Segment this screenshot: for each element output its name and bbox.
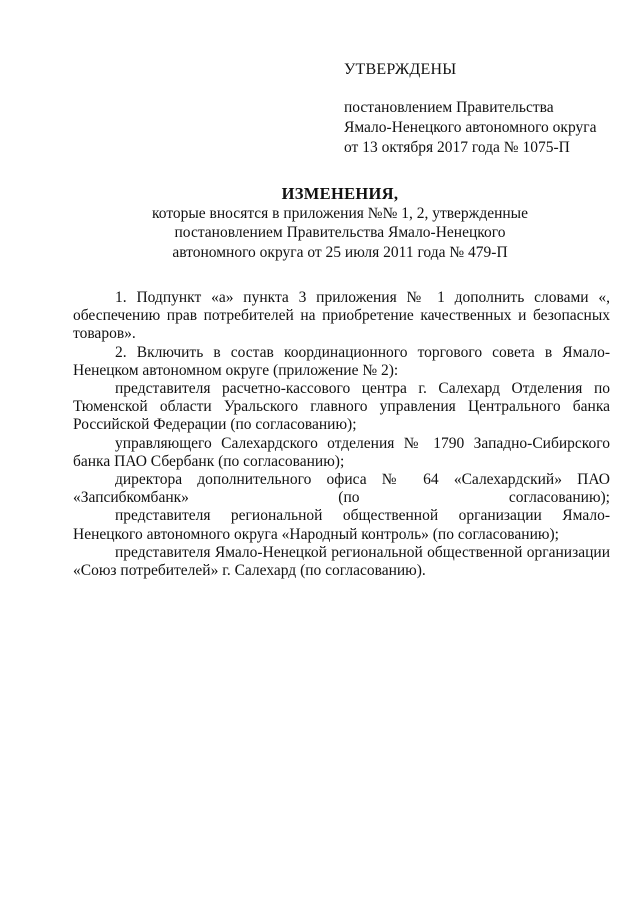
body-paragraph: 1. Подпункт «а» пункта 3 приложения № 1 дополнить словами «, обеспечению прав потребителей на приобретение качественных и безопасных товаров». — [73, 289, 610, 343]
document-title: ИЗМЕНЕНИЯ, — [281, 184, 399, 203]
approval-heading: УТВЕРЖДЕНЫ — [344, 61, 457, 78]
body-paragraph: 2. Включить в состав координационного торгового совета в Ямало-Ненецком автономном округе (приложение № 2): — [73, 343, 610, 379]
document-subtitle-line: постановлением Правительства Ямало-Ненецкого — [174, 224, 506, 241]
approval-line: от 13 октября 2017 года № 1075-П — [344, 139, 570, 156]
document-body — [73, 289, 610, 580]
body-paragraph: представителя региональной общественной организации Ямало-Ненецкого автономного округа «Народный контроль» (по согласованию); — [73, 507, 610, 543]
approval-line: Ямало-Ненецкого автономного округа — [344, 119, 597, 136]
approval-line: постановлением Правительства — [344, 99, 554, 116]
document-title-block — [60, 184, 620, 262]
document-subtitle-line: которые вносятся в приложения №№ 1, 2, утвержденные — [152, 204, 528, 222]
approval-stamp-block — [344, 60, 614, 158]
body-paragraph: управляющего Салехардского отделения № 1790 Западно-Сибирского банка ПАО Сбербанк (по согласованию); — [73, 434, 610, 470]
body-paragraph: представителя расчетно-кассового центра г. Салехард Отделения по Тюменской области Уральского главного управления Центрального банка Российской Федерации (по согласованию); — [73, 380, 610, 434]
body-paragraph: представителя Ямало-Ненецкой региональной общественной организации «Союз потребителей» г. Салехард (по согласованию). — [73, 543, 610, 580]
body-paragraph: директора дополнительного офиса № 64 «Салехардский» ПАО «Запсибкомбанк» (по согласованию); — [73, 471, 610, 507]
document-subtitle-line: автономного округа от 25 июля 2011 года № 479-П — [172, 243, 508, 261]
